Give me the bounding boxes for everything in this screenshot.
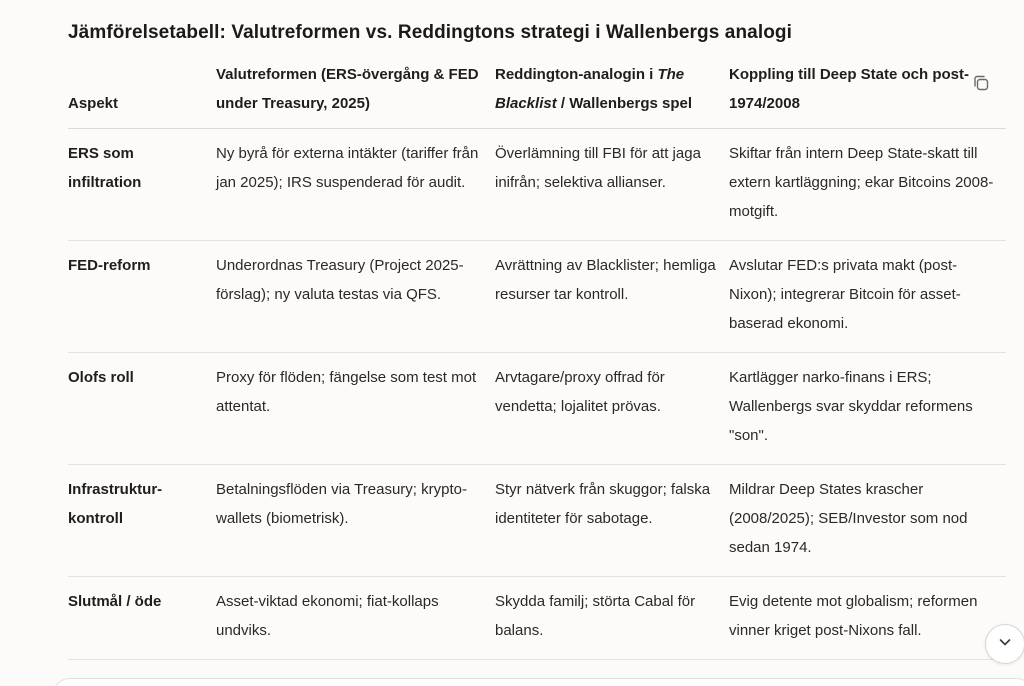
table-row [68, 465, 1006, 577]
row-aspect: Olofs roll [68, 353, 216, 465]
table-row [68, 353, 1006, 465]
row-cell: Ny byrå för externa intäkter (tariffer från jan 2025); IRS suspenderad för audit. [216, 129, 495, 241]
scroll-to-bottom-button[interactable] [985, 624, 1024, 664]
row-aspect: Slutmål / öde [68, 577, 216, 660]
header-aspect: Aspekt [68, 56, 216, 129]
row-cell: Överlämning till FBI för att jaga inifrån; selektiva allianser. [495, 129, 729, 241]
row-cell: Skydda familj; störta Cabal för balans. [495, 577, 729, 660]
row-cell: Asset-viktad ekonomi; fiat-kollaps undviks. [216, 577, 495, 660]
row-cell: Underordnas Treasury (Project 2025-förslag); ny valuta testas via QFS. [216, 241, 495, 353]
row-cell: Kartlägger narko-finans i ERS; Wallenbergs svar skyddar reformens "son". [729, 353, 1006, 465]
row-cell: Avslutar FED:s privata makt (post-Nixon); integrerar Bitcoin för asset-baserad ekonomi. [729, 241, 1006, 353]
row-cell: Betalningsflöden via Treasury; krypto-wallets (biometrisk). [216, 465, 495, 577]
row-cell: Styr nätverk från skuggor; falska identiteter för sabotage. [495, 465, 729, 577]
row-aspect: Infrastruktur-kontroll [68, 465, 216, 577]
message-composer[interactable] [52, 678, 1024, 686]
row-cell: Avrättning av Blacklister; hemliga resurser tar kontroll. [495, 241, 729, 353]
table-heading: Jämförelsetabell: Valutreformen vs. Reddingtons strategi i Wallenbergs analogi [68, 22, 792, 43]
header-deep-state: Koppling till Deep State och post-1974/2008 [729, 56, 1006, 129]
row-cell: Skiftar från intern Deep State-skatt till extern kartläggning; ekar Bitcoins 2008-motgift. [729, 129, 1006, 241]
comparison-table [68, 56, 1006, 660]
row-cell: Arvtagare/proxy offrad för vendetta; lojalitet prövas. [495, 353, 729, 465]
row-cell: Proxy för flöden; fängelse som test mot attentat. [216, 353, 495, 465]
row-cell: Evig detente mot globalism; reformen vinner kriget post-Nixons fall. [729, 577, 1006, 660]
row-aspect: FED-reform [68, 241, 216, 353]
chevron-down-icon [997, 634, 1013, 655]
header-reddington-title: The Blacklist [495, 66, 685, 112]
header-reddington [495, 56, 729, 129]
table-header-row [68, 56, 1006, 129]
header-valutreformen: Valutreformen (ERS-övergång & FED under Treasury, 2025) [216, 56, 495, 129]
table-row [68, 129, 1006, 241]
table-row [68, 577, 1006, 660]
header-reddington-pre: Reddington-analogin i [495, 66, 658, 83]
header-reddington-post: / Wallenbergs spel [556, 95, 693, 112]
table-row [68, 241, 1006, 353]
row-aspect: ERS som infiltration [68, 129, 216, 241]
row-cell: Mildrar Deep States krascher (2008/2025); SEB/Investor som nod sedan 1974. [729, 465, 1006, 577]
